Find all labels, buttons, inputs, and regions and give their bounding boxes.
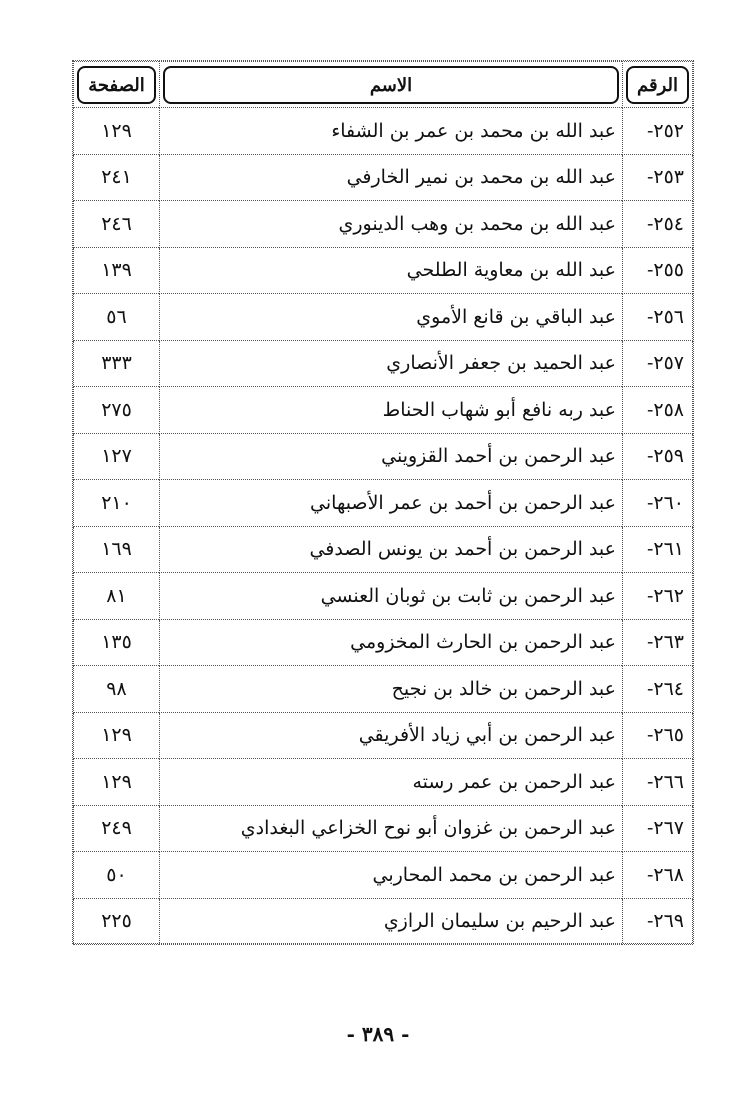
table-row <box>74 805 693 852</box>
entry-page: ٢٤٩ <box>74 805 160 852</box>
entry-number: ٢٦٤- <box>623 666 693 713</box>
entry-page: ١٣٥ <box>74 619 160 666</box>
index-table-frame <box>72 60 694 944</box>
entry-number: ٢٦٦- <box>623 759 693 806</box>
entry-number: ٢٥٩- <box>623 433 693 480</box>
header-name: الاسم <box>163 66 619 104</box>
header-name-cell <box>160 62 623 108</box>
entry-name: عبد الرحمن بن الحارث المخزومي <box>160 619 623 666</box>
entry-number: ٢٥٨- <box>623 387 693 434</box>
entry-number: ٢٦٥- <box>623 712 693 759</box>
entry-page: ٣٣٣ <box>74 340 160 387</box>
table-header-row <box>74 62 693 108</box>
entry-number: ٢٥٥- <box>623 247 693 294</box>
table-row <box>74 201 693 248</box>
entry-name: عبد الله بن محمد بن وهب الدينوري <box>160 201 623 248</box>
entry-name: عبد الرحمن بن محمد المحاربي <box>160 852 623 899</box>
table-row <box>74 759 693 806</box>
entry-page: ٥٦ <box>74 294 160 341</box>
entry-number: ٢٦٠- <box>623 480 693 527</box>
entry-number: ٢٦٧- <box>623 805 693 852</box>
entry-name: عبد الرحمن بن خالد بن نجيح <box>160 666 623 713</box>
entry-number: ٢٦٩- <box>623 898 693 945</box>
index-table <box>73 61 693 945</box>
table-body <box>74 108 693 945</box>
entry-number: ٢٥٣- <box>623 154 693 201</box>
header-number-cell <box>623 62 693 108</box>
table-row <box>74 294 693 341</box>
table-row <box>74 898 693 945</box>
entry-page: ٢٢٥ <box>74 898 160 945</box>
entry-name: عبد الرحيم بن سليمان الرازي <box>160 898 623 945</box>
entry-page: ٢١٠ <box>74 480 160 527</box>
entry-name: عبد الله بن معاوية الطلحي <box>160 247 623 294</box>
entry-name: عبد الرحمن بن أحمد القزويني <box>160 433 623 480</box>
entry-page: ٨١ <box>74 573 160 620</box>
entry-number: ٢٦١- <box>623 526 693 573</box>
page-number: - ٣٨٩ - <box>346 1022 410 1046</box>
entry-page: ٢٧٥ <box>74 387 160 434</box>
table-row <box>74 619 693 666</box>
table-row <box>74 340 693 387</box>
entry-page: ٢٤٦ <box>74 201 160 248</box>
header-number: الرقم <box>626 66 689 104</box>
table-row <box>74 480 693 527</box>
entry-name: عبد الرحمن بن غزوان أبو نوح الخزاعي البغدادي <box>160 805 623 852</box>
entry-page: ٥٠ <box>74 852 160 899</box>
table-row <box>74 108 693 155</box>
entry-page: ١٢٩ <box>74 759 160 806</box>
entry-number: ٢٦٨- <box>623 852 693 899</box>
entry-name: عبد الرحمن بن ثابت بن ثوبان العنسي <box>160 573 623 620</box>
entry-page: ٩٨ <box>74 666 160 713</box>
table-row <box>74 247 693 294</box>
entry-page: ١٣٩ <box>74 247 160 294</box>
entry-number: ٢٦٢- <box>623 573 693 620</box>
entry-name: عبد الرحمن بن عمر رسته <box>160 759 623 806</box>
entry-page: ١٢٩ <box>74 108 160 155</box>
entry-name: عبد الله بن محمد بن عمر بن الشفاء <box>160 108 623 155</box>
entry-number: ٢٥٧- <box>623 340 693 387</box>
entry-name: عبد الله بن محمد بن نمير الخارفي <box>160 154 623 201</box>
entry-page: ١٦٩ <box>74 526 160 573</box>
entry-name: عبد ربه نافع أبو شهاب الحناط <box>160 387 623 434</box>
table-row <box>74 526 693 573</box>
entry-number: ٢٥٢- <box>623 108 693 155</box>
entry-page: ١٢٧ <box>74 433 160 480</box>
table-row <box>74 852 693 899</box>
table-row <box>74 573 693 620</box>
entry-name: عبد الرحمن بن أحمد بن عمر الأصبهاني <box>160 480 623 527</box>
header-page: الصفحة <box>77 66 156 104</box>
table-row <box>74 387 693 434</box>
entry-name: عبد الرحمن بن أبي زياد الأفريقي <box>160 712 623 759</box>
entry-number: ٢٥٤- <box>623 201 693 248</box>
entry-name: عبد الحميد بن جعفر الأنصاري <box>160 340 623 387</box>
entry-number: ٢٦٣- <box>623 619 693 666</box>
entry-name: عبد الباقي بن قانع الأموي <box>160 294 623 341</box>
header-page-cell <box>74 62 160 108</box>
entry-number: ٢٥٦- <box>623 294 693 341</box>
table-row <box>74 712 693 759</box>
entry-name: عبد الرحمن بن أحمد بن يونس الصدفي <box>160 526 623 573</box>
entry-page: ٢٤١ <box>74 154 160 201</box>
table-row <box>74 666 693 713</box>
table-row <box>74 154 693 201</box>
table-row <box>74 433 693 480</box>
entry-page: ١٢٩ <box>74 712 160 759</box>
